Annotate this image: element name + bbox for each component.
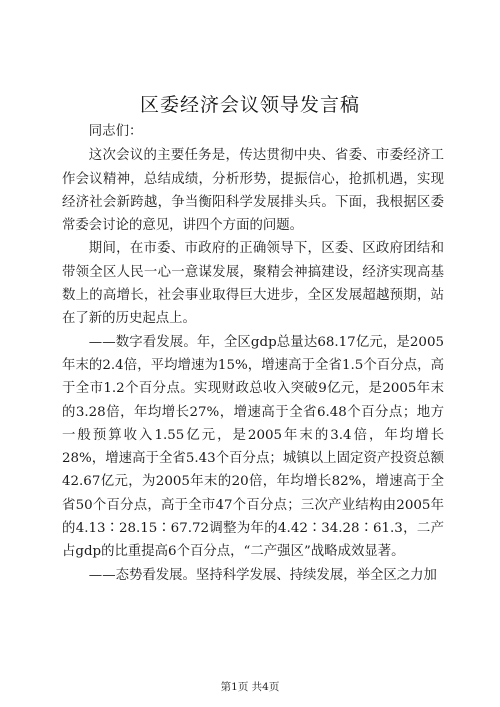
document-body — [62, 120, 444, 587]
paragraph-3: ——数字看发展。年，全区gdp总量达68.17亿元，是2005年末的2.4倍，平均增速为15%，增速高于全省1.5个百分点，高于全市1.2个百分点。实现财政总收入突破9亿元，是2005年末的3.28倍，年均增长27%，增速高于全省6.48个百分点；地方一般预算收入1.55亿元，是2005年末的3.4倍，年均增长28%，增速高于全省5.43个百分点；城镇以上固定资产投资总额42.67亿元，为2005年末的20倍，年均增长82%，增速高于全省50个百分点，高于全市47个百分点；三次产业结构由2005年的4.13∶28.15∶67.72调整为年的4.42∶34.28∶61.3，二产占gdp的比重提高6个百分点，“二产强区”战略成效显著。 — [62, 334, 444, 560]
greeting: 同志们： — [88, 124, 143, 139]
page-number: 第1页 共4页 — [220, 681, 280, 693]
paragraph-4: ——态势看发展。坚持科学发展、持续发展，举全区之力加 — [88, 567, 437, 583]
paragraph-2: 期间，在市委、市政府的正确领导下，区委、区政府团结和带领全区人民一心一意谋发展，聚精会神搞建设，经济实现高基数上的高增长，社会事业取得巨大进步，全区发展超越预期，站在了新的历史起点上。 — [62, 241, 444, 327]
document-title: 区委经济会议领导发言稿 — [139, 94, 360, 116]
paragraph-1: 这次会议的主要任务是，传达贯彻中央、省委、市委经济工作会议精神，总结成绩，分析形势，提振信心，抢抓机遇，实现经济社会新跨越，争当衡阳科学发展排头兵。下面，我根据区委常委会讨论的意见，讲四个方面的问题。 — [62, 148, 444, 234]
